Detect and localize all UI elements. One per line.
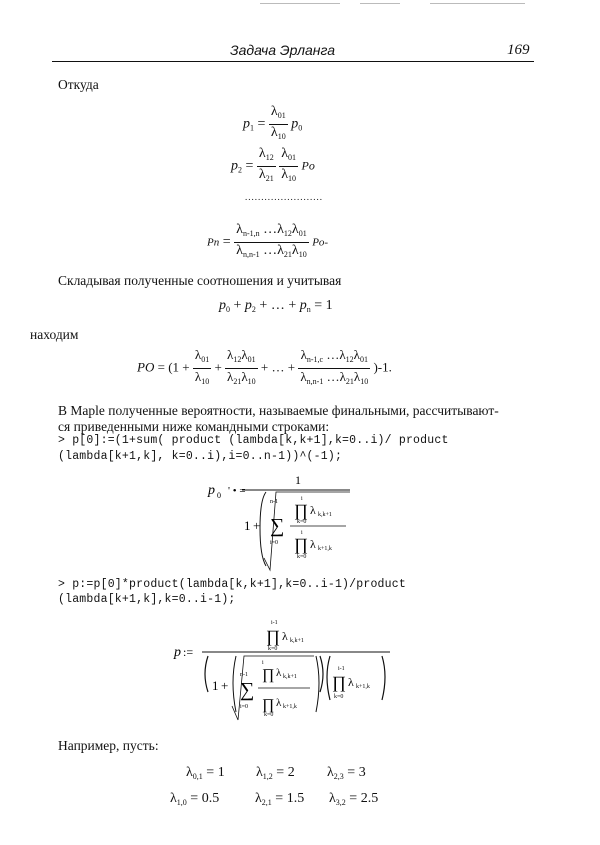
m1-prod-up: ∏ xyxy=(294,501,308,520)
paragraph-otkuda: Откуда xyxy=(58,77,99,92)
m2-one: 1 xyxy=(212,678,219,693)
m2-inner-left-paren xyxy=(233,656,236,712)
header-rule xyxy=(52,61,534,62)
m2-inner-prod-bot: k=0 xyxy=(264,712,274,718)
m2-right-lambda: λ xyxy=(348,675,354,689)
m1-lambda-dn: λ xyxy=(310,537,316,551)
m1-assign: ' • = xyxy=(228,485,246,497)
m2-inner-lambda-dn: λ xyxy=(276,697,282,709)
m2-top-prod: ∏ xyxy=(266,627,280,646)
value-lambda-10: $\lambda_{1,0} = 0.5$ xyxy=(170,791,220,807)
m1-prod-top-up: i xyxy=(301,496,303,502)
paragraph-example: Например, пусть: xyxy=(58,738,159,753)
m1-lambda-up: λ xyxy=(310,503,316,517)
scan-artifact xyxy=(430,3,525,4)
m2-sum-bot: i=0 xyxy=(240,704,249,710)
scan-artifact xyxy=(360,3,400,4)
m1-num-sub: k,k+1 xyxy=(318,512,332,518)
m2-plus: + xyxy=(221,678,229,693)
equation-p1: $p_1$ = $\frac{\lambda_{01}}{\lambda_{10}}$ $p_0$ xyxy=(243,104,303,141)
m2-right-prod-bot: k=0 xyxy=(334,694,344,700)
m2-inner-prod-up: ∏ xyxy=(262,667,275,683)
maple-command-1-line2: (lambda[k+1,k], k=0..i),i=0..n-1))^(-1); xyxy=(58,450,343,463)
equation-normalization: $p_0 + p_2$ + … + $p_n = 1$ xyxy=(219,298,333,314)
scan-artifact xyxy=(260,3,340,4)
m2-inner-right-paren xyxy=(316,656,319,712)
m2-right-prod: ∏ xyxy=(332,673,346,692)
paragraph-maple-line2: ся приведенными ниже командными строками: xyxy=(58,419,330,434)
m1-sum: ∑ xyxy=(270,515,285,537)
value-lambda-12: $\lambda_{1,2} = 2$ xyxy=(256,765,295,781)
m2-right-prod-top: i-1 xyxy=(338,666,345,672)
m1-prod-top-dn: i xyxy=(301,530,303,536)
value-lambda-21: $\lambda_{2,1} = 1.5$ xyxy=(255,791,305,807)
m2-sum-top: n-1 xyxy=(240,672,248,678)
m2-assign: := xyxy=(183,645,194,659)
m1-one: 1 xyxy=(244,518,251,533)
m1-sum-bot: i=0 xyxy=(270,540,279,546)
equation-p2: $p_2$ = $\frac{\lambda_{12}}{\lambda_{21}}$ $\frac{\lambda_{01}}{\lambda_{10}}$ Po xyxy=(231,146,315,183)
m1-prod-bot-dn: k=0 xyxy=(297,554,307,560)
m1-prod-bot-up: k=0 xyxy=(297,519,307,525)
value-lambda-01: $\lambda_{0,1} = 1$ xyxy=(186,765,225,781)
m1-left-paren xyxy=(260,492,266,566)
maple-output-2 xyxy=(168,612,398,727)
m2-right-left-paren xyxy=(327,656,330,700)
running-header-title: Задача Эрланга xyxy=(230,42,335,58)
maple-command-2-line1: > p:=p[0]*product(lambda[k,k+1],k=0..i-1)/product xyxy=(58,578,406,591)
m2-outer-left-paren xyxy=(205,656,208,692)
m2-right-sub: k+1,k xyxy=(356,684,370,690)
m1-numerator-one: 1 xyxy=(295,473,301,487)
m2-inner-num-sub: k,k+1 xyxy=(283,674,297,680)
m1-lhs: p xyxy=(208,483,215,498)
m2-top-sub: k,k+1 xyxy=(290,638,304,644)
value-lambda-32: $\lambda_{3,2} = 2.5$ xyxy=(329,791,379,807)
page-number: 169 xyxy=(507,42,530,58)
m2-inner-den-sub: k+1,k xyxy=(283,704,297,710)
m2-top-lambda: λ xyxy=(282,629,288,643)
maple-command-1-line1: > p[0]:=(1+sum( product (lambda[k,k+1],k=0..i)/ product xyxy=(58,434,449,447)
equation-pn: Pn = $\frac{\lambda_{n-1,n} \dots\lambda_{12}\lambda_{01}}{\lambda_{n,n-1} \dots\lambda_{21}\lambda_{10}}$ Po- xyxy=(207,222,329,259)
m2-outer-right-paren xyxy=(320,656,323,692)
m2-inner-lambda-up: λ xyxy=(276,667,282,679)
m2-sum: ∑ xyxy=(240,679,255,701)
m1-lhs-sub: 0 xyxy=(217,491,221,500)
paragraph-nakhodim: находим xyxy=(30,327,79,342)
value-lambda-23: $\lambda_{2,3} = 3$ xyxy=(327,765,366,781)
m2-inner-prod-top: i xyxy=(262,660,264,666)
paragraph-summing: Складывая полученные соотношения и учитывая xyxy=(58,273,342,288)
equation-p0-closed-form: PO = (1 + $\frac{\lambda_{01}}{\lambda_{10}}$ + $\frac{\lambda_{12}\lambda_{01}}{\lambda_{21}\lambda_{10}}$ + … + $\frac{\lambda_{n-1,c} \dots\lambda_{12}\lambda_{01}}{\lambda_{n,n-1} \dots\lambda_{21}\lambda_{10}}$ )-1. xyxy=(137,347,392,386)
m2-top-prod-top: i-1 xyxy=(271,620,278,626)
m2-lhs: p xyxy=(174,645,181,660)
m1-prod-dn: ∏ xyxy=(294,535,308,554)
m1-den-sub: k+1,k xyxy=(318,546,332,552)
paragraph-maple-line1: В Maple полученные вероятности, называемые финальными, рассчитывают- xyxy=(58,403,499,418)
maple-command-2-line2: (lambda[k+1,k],k=0..i-1); xyxy=(58,593,236,606)
m2-right-right-paren xyxy=(382,656,385,700)
maple-output-1 xyxy=(200,470,360,580)
dotted-separator: ........................ xyxy=(245,192,323,202)
m2-inner-prod-dn: ∏ xyxy=(262,697,275,713)
m1-sum-top: n-1 xyxy=(270,499,278,505)
m2-top-prod-bot: k=0 xyxy=(268,646,278,652)
m1-plus: + xyxy=(253,518,261,533)
